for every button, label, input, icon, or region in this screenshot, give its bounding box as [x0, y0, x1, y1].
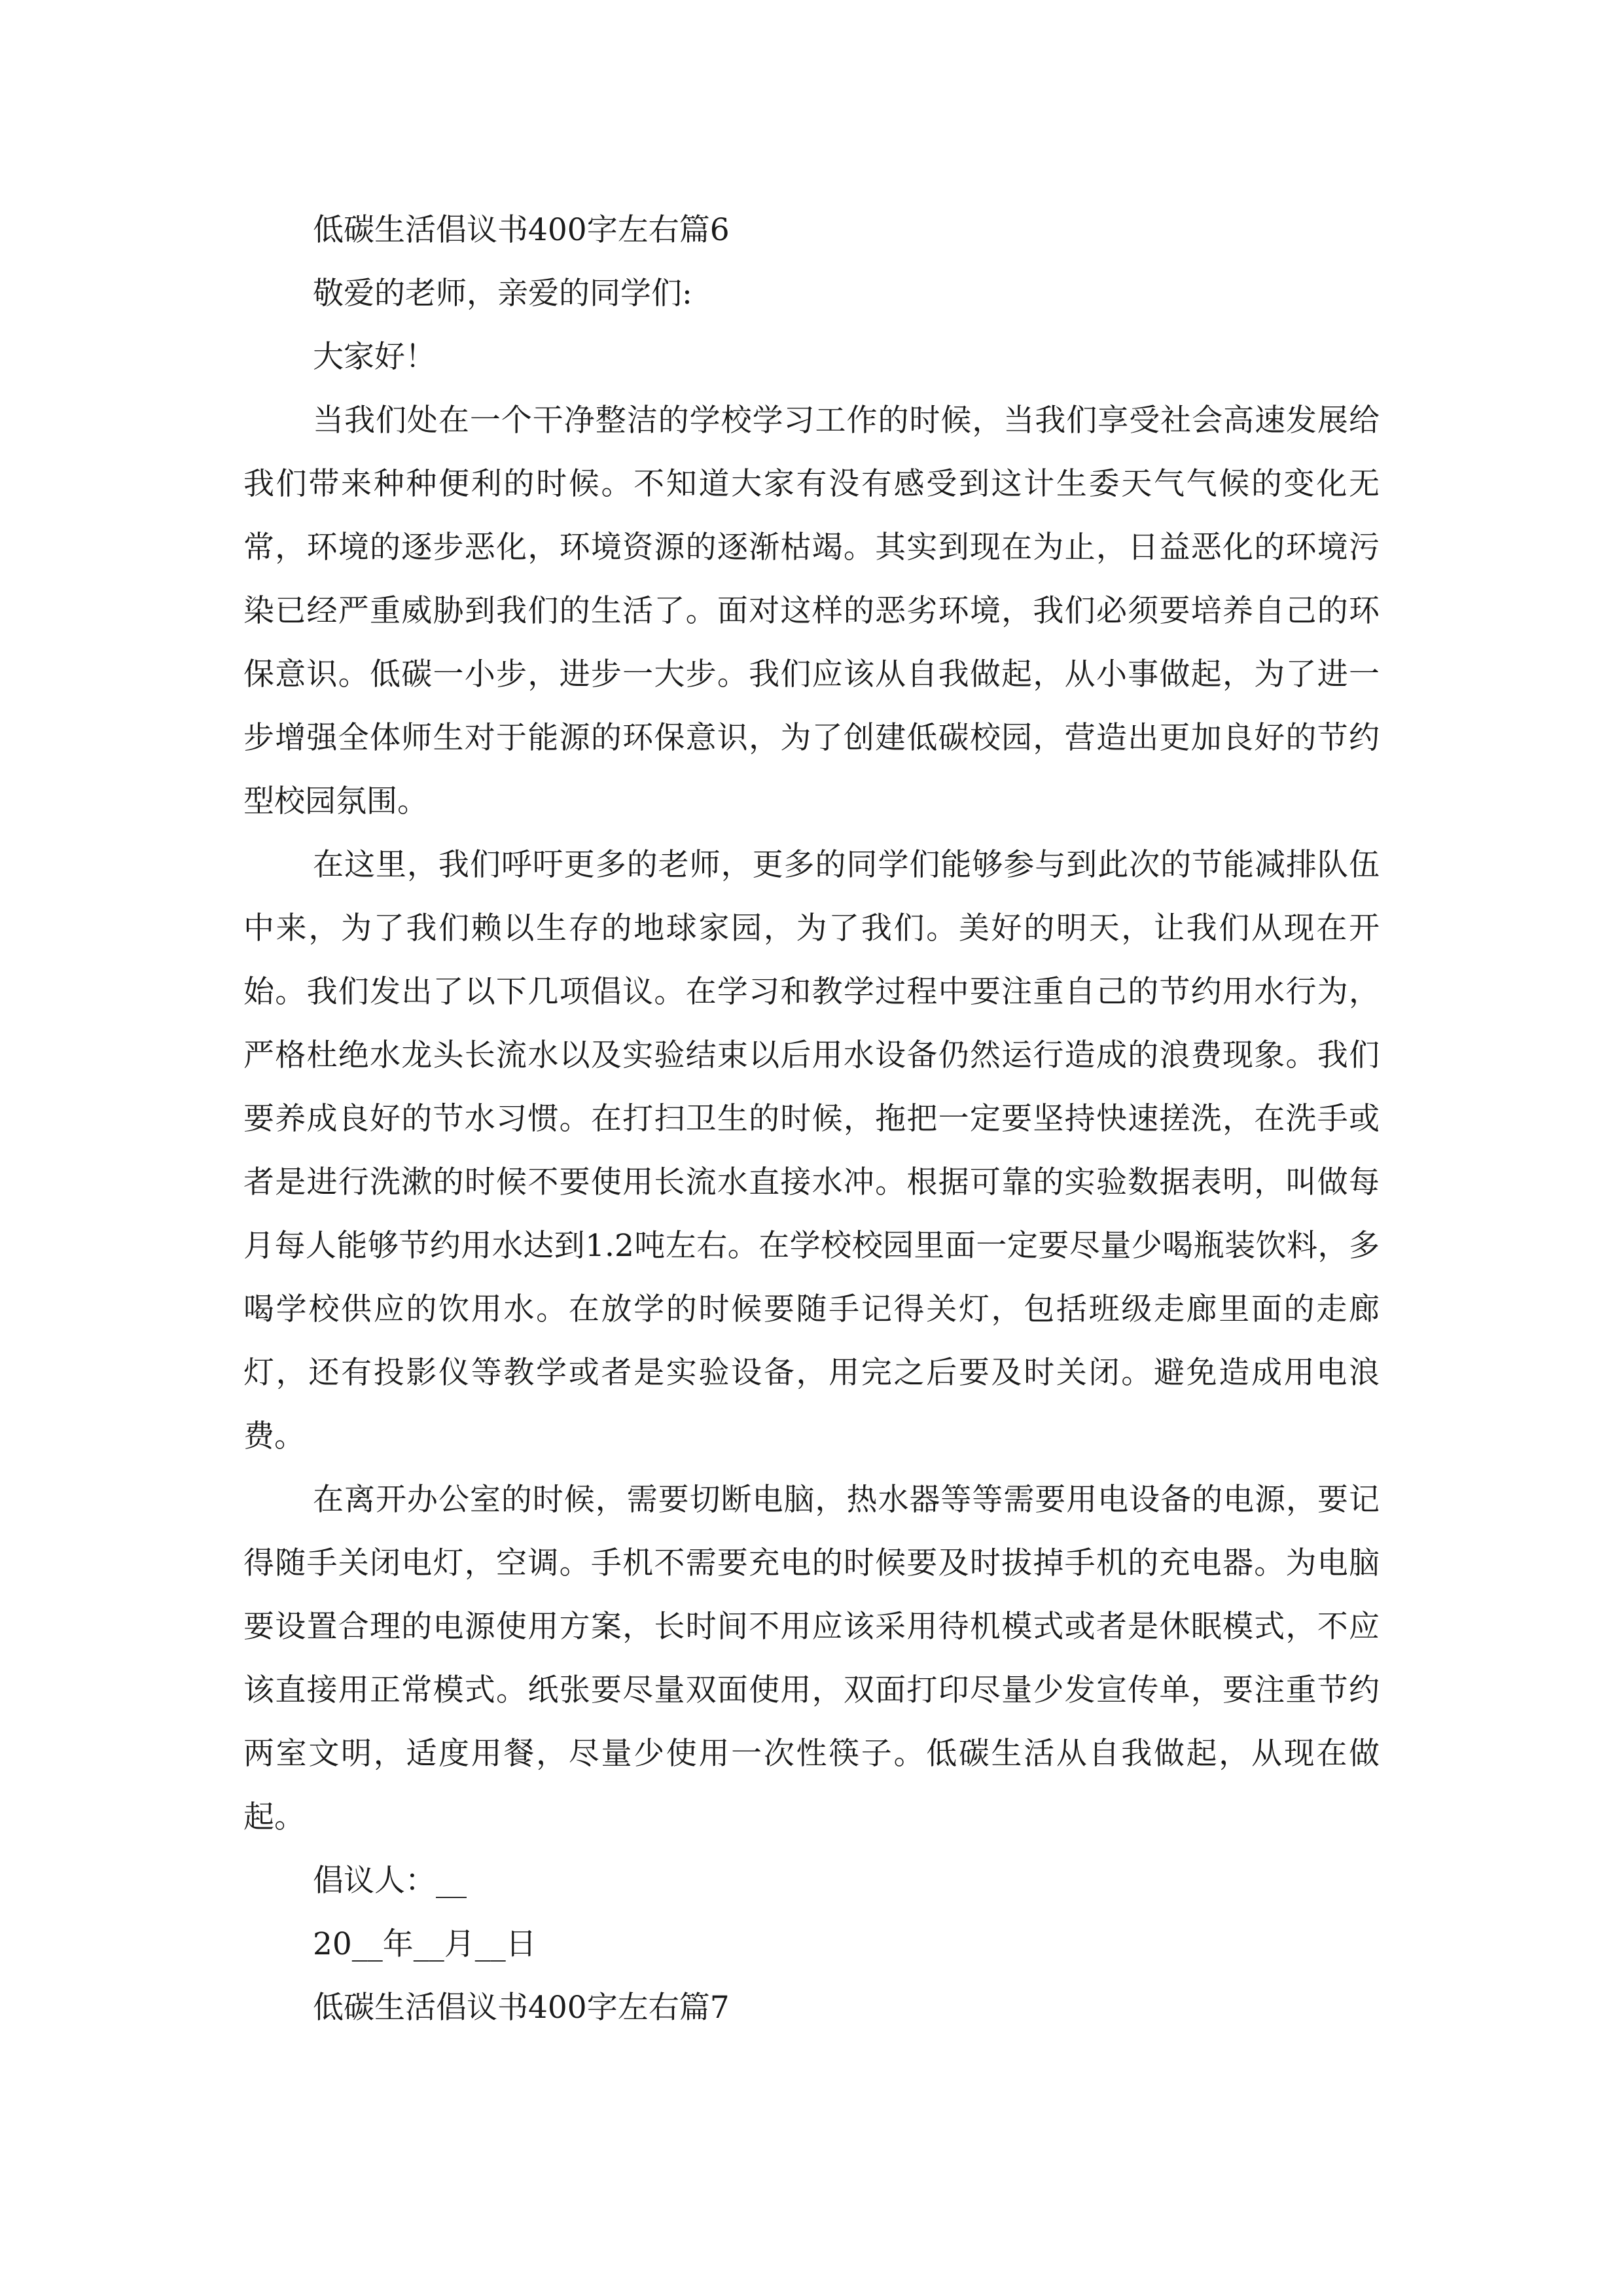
date-line: 20__年__月__日: [313, 1926, 537, 1962]
section-heading-6: 低碳生活倡议书400字左右篇6: [313, 212, 730, 248]
body-paragraph-3: 在离开办公室的时候，需要切断电脑，热水器等等需要用电设备的电源，要记得随手关闭电灯，空调。手机不需要充电的时候要及时拔掉手机的充电器。为电脑要设置合理的电源使用方案，长时间不用应该采用待机模式或者是休眠模式，不应该直接用正常模式。纸张要尽量双面使用，双面打印尽量少发宣传单，要注重节约两室文明，适度用餐，尽量少使用一次性筷子。低碳生活从自我做起，从现在做起。: [243, 1482, 1380, 1835]
signer-line: 倡议人：__: [313, 1863, 467, 1899]
section-heading-7: 低碳生活倡议书400字左右篇7: [313, 1990, 730, 2026]
greeting: 大家好！: [313, 339, 436, 375]
body-paragraph-1: 当我们处在一个干净整洁的学校学习工作的时候，当我们享受社会高速发展给我们带来种种便利的时候。不知道大家有没有感受到这计生委天气气候的变化无常，环境的逐步恶化，环境资源的逐渐枯竭。其实到现在为止，日益恶化的环境污染已经严重威胁到我们的生活了。面对这样的恶劣环境，我们必须要培养自己的环保意识。低碳一小步，进步一大步。我们应该从自我做起，从小事做起，为了进一步增强全体师生对于能源的环保意识，为了创建低碳校园，营造出更加良好的节约型校园氛围。: [243, 403, 1380, 819]
salutation: 敬爱的老师，亲爱的同学们:: [313, 276, 692, 312]
document-body: [243, 198, 1380, 2039]
body-paragraph-2: 在这里，我们呼吁更多的老师，更多的同学们能够参与到此次的节能减排队伍中来，为了我们赖以生存的地球家园，为了我们。美好的明天，让我们从现在开始。我们发出了以下几项倡议。在学习和教学过程中要注重自己的节约用水行为，严格杜绝水龙头长流水以及实验结束以后用水设备仍然运行造成的浪费现象。我们要养成良好的节水习惯。在打扫卫生的时候，拖把一定要坚持快速搓洗，在洗手或者是进行洗漱的时候不要使用长流水直接水冲。根据可靠的实验数据表明，叫做每月每人能够节约用水达到1.2吨左右。在学校校园里面一定要尽量少喝瓶装饮料，多喝学校供应的饮用水。在放学的时候要随手记得关灯，包括班级走廊里面的走廊灯，还有投影仪等教学或者是实验设备，用完之后要及时关闭。避免造成用电浪费。: [243, 847, 1380, 1454]
